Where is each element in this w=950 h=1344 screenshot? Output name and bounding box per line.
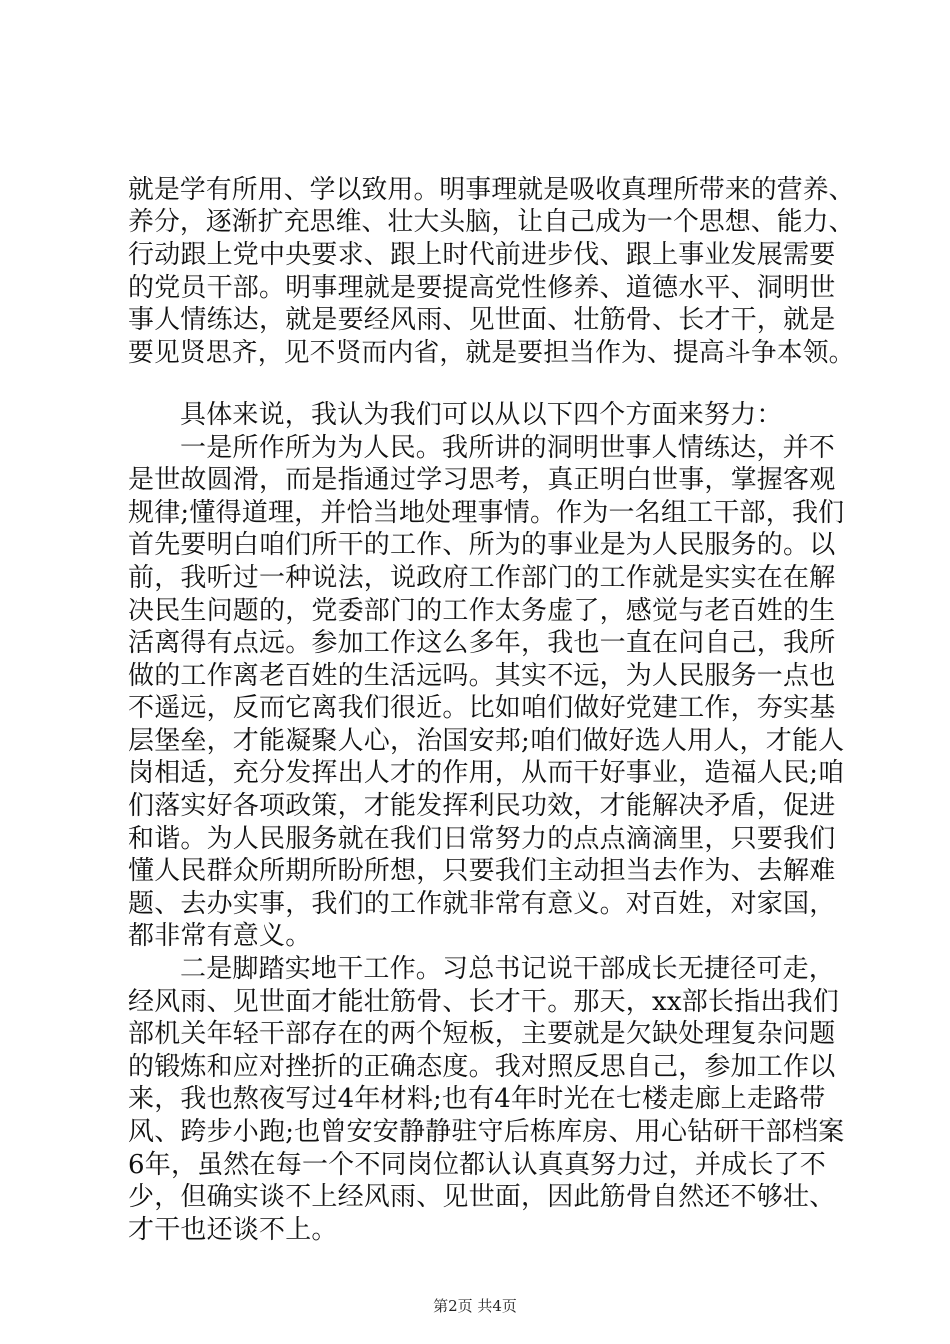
text-line: 的锻炼和应对挫折的正确态度。我对照反思自己，参加工作以 bbox=[128, 1052, 836, 1082]
text-line: 岗相适，充分发挥出人才的作用，从而干好事业，造福人民;咱 bbox=[128, 758, 845, 788]
text-line: 们落实好各项政策，才能发挥利民功效，才能解决矛盾，促进 bbox=[128, 791, 836, 821]
text-line: 二是脚踏实地干工作。习总书记说干部成长无捷径可走， bbox=[180, 954, 836, 984]
text-line: 少，但确实谈不上经风雨、见世面，因此筋骨自然还不够壮、 bbox=[128, 1182, 836, 1212]
paragraph-intro: 具体来说，我认为我们可以从以下四个方面来努力： bbox=[180, 400, 783, 430]
text-line: 层堡垒，才能凝聚人心，治国安邦;咱们做好选人用人，才能人 bbox=[128, 726, 845, 756]
text-line: 活离得有点远。参加工作这么多年，我也一直在问自己，我所 bbox=[128, 628, 836, 658]
text-line: 规律;懂得道理，并恰当地处理事情。作为一名组工干部，我们 bbox=[128, 498, 845, 528]
text-line: 养分，逐渐扩充思维、壮大头脑，让自己成为一个思想、能力、 bbox=[128, 207, 855, 237]
text-line: 行动跟上党中央要求、跟上时代前进步伐、跟上事业发展需要 bbox=[128, 240, 836, 270]
text-line: 首先要明白咱们所干的工作、所为的事业是为人民服务的。以 bbox=[128, 530, 836, 560]
text-line: 经风雨、见世面才能壮筋骨、长才干。那天，xx部长指出我们 bbox=[128, 987, 839, 1017]
text-line: 的党员干部。明事理就是要提高党性修养、道德水平、洞明世 bbox=[128, 273, 836, 303]
page-number-footer: 第2页 共4页 bbox=[433, 1297, 517, 1315]
text-line: 做的工作离老百姓的生活远吗。其实不远，为人民服务一点也 bbox=[128, 661, 836, 691]
text-line: 前，我听过一种说法，说政府工作部门的工作就是实实在在解 bbox=[128, 563, 836, 593]
text-line: 题、去办实事，我们的工作就非常有意义。对百姓，对家国， bbox=[128, 889, 836, 919]
text-line: 要见贤思齐，见不贤而内省，就是要担当作为、提高斗争本领。 bbox=[128, 338, 855, 368]
text-line: 才干也还谈不上。 bbox=[128, 1215, 338, 1245]
text-line: 不遥远，反而它离我们很近。比如咱们做好党建工作，夯实基 bbox=[128, 693, 836, 723]
text-line: 事人情练达，就是要经风雨、见世面、壮筋骨、长才干，就是 bbox=[128, 305, 836, 335]
text-line: 6年，虽然在每一个不同岗位都认认真真努力过，并成长了不 bbox=[128, 1150, 826, 1180]
text-line: 一是所作所为为人民。我所讲的洞明世事人情练达，并不 bbox=[180, 433, 836, 463]
text-line: 是世故圆滑，而是指通过学习思考，真正明白世事，掌握客观 bbox=[128, 465, 836, 495]
text-line: 就是学有所用、学以致用。明事理就是吸收真理所带来的营养、 bbox=[128, 175, 855, 205]
text-line: 和谐。为人民服务就在我们日常努力的点点滴滴里，只要我们 bbox=[128, 824, 836, 854]
text-line: 懂人民群众所期所盼所想，只要我们主动担当去作为、去解难 bbox=[128, 856, 836, 886]
text-line: 来，我也熬夜写过4年材料;也有4年时光在七楼走廊上走路带 bbox=[128, 1084, 826, 1114]
text-line: 决民生问题的，党委部门的工作太务虚了，感觉与老百姓的生 bbox=[128, 596, 836, 626]
text-line: 风、跨步小跑;也曾安安静静驻守后栋库房、用心钻研干部档案 bbox=[128, 1117, 845, 1147]
text-line: 都非常有意义。 bbox=[128, 921, 312, 951]
text-line: 部机关年轻干部存在的两个短板，主要就是欠缺处理复杂问题 bbox=[128, 1019, 836, 1049]
